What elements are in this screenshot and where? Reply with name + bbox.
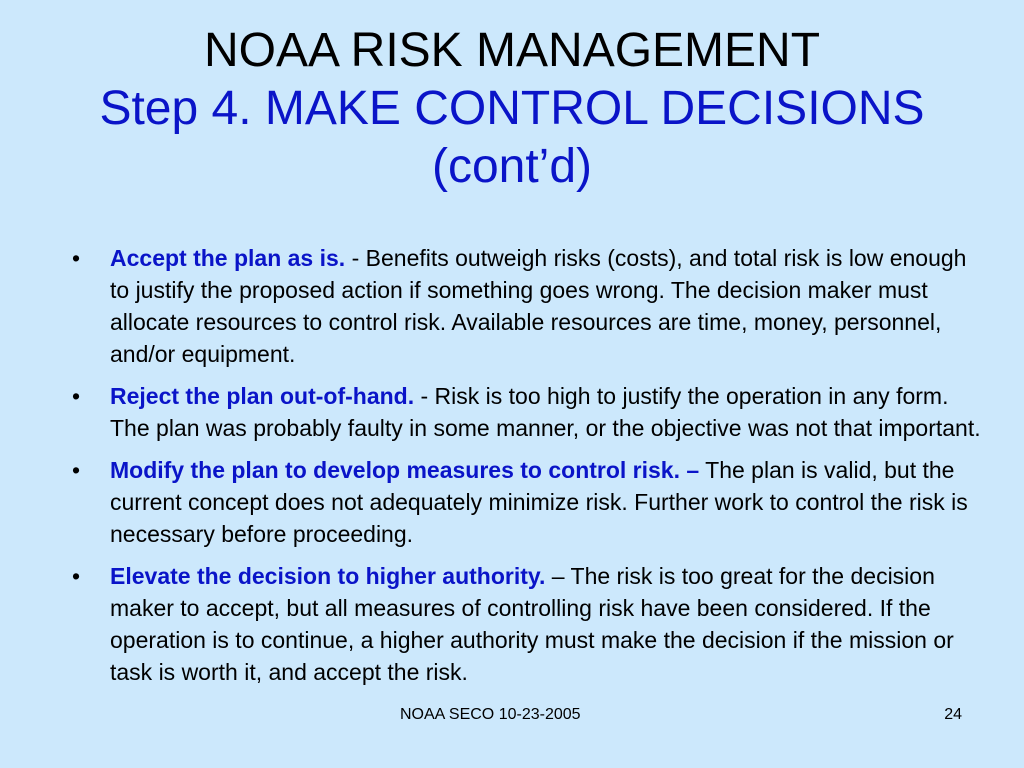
bullet-list [66,242,986,698]
bullet-lead: Reject the plan out-of-hand. [110,383,415,409]
bullet-item [66,454,986,550]
bullet-icon: • [71,383,81,409]
bullet-lead: Modify the plan to develop measures to control risk. – [110,457,700,483]
bullet-icon: • [71,245,81,271]
bullet-text: - Benefits outweigh risks (costs), and total risk is low enough to justify the proposed action if something goes wrong. The decision maker must allocate resources to control risk. Available resources are time, money, personnel, and/or equipment. [110,245,967,367]
bullet-text: The plan is valid, but the current concept does not adequately minimize risk. Further work to control the risk is necessary before proceeding. [110,457,968,547]
bullet-icon: • [71,457,81,483]
bullet-icon: • [71,563,81,589]
title-subtitle: Step 4. MAKE CONTROL DECISIONS (cont’d) [99,82,925,193]
page-number: 24 [944,706,962,723]
slide-title [60,22,964,196]
bullet-lead: Elevate the decision to higher authority. [110,563,546,589]
bullet-lead: Accept the plan as is. [110,245,346,271]
bullet-item [66,242,986,370]
bullet-text: - Risk is too high to justify the operation in any form. The plan was probably faulty in some manner, or the objective was not that important. [110,383,981,441]
footer-label: NOAA SECO 10-23-2005 [400,706,581,723]
bullet-item [66,380,986,444]
title-main: NOAA RISK MANAGEMENT [203,24,821,77]
bullet-item [66,560,986,688]
bullet-text: – The risk is too great for the decision maker to accept, but all measures of controlling risk have been considered. If the operation is to continue, a higher authority must make the decision if the mission or task is worth it, and accept the risk. [110,563,954,685]
